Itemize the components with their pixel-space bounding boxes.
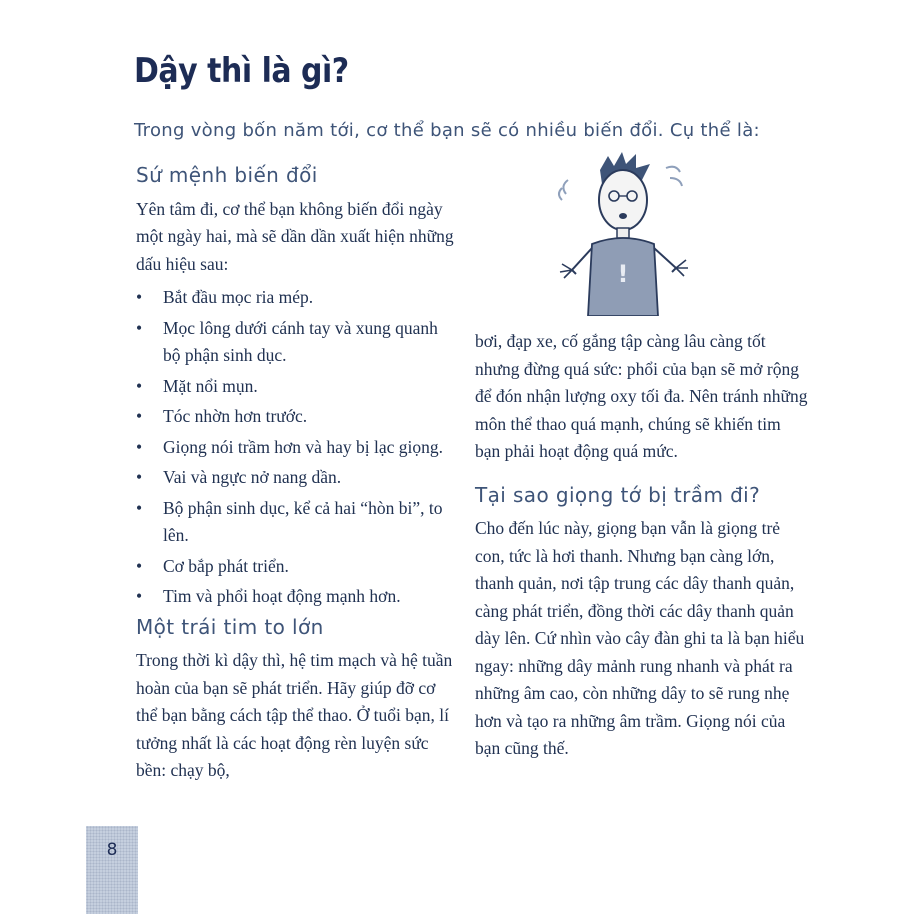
intro-text: Trong vòng bốn năm tới, cơ thể bạn sẽ có nhiều biến đổi. Cụ thể là: <box>134 120 760 141</box>
list-item: • Mọc lông dưới cánh tay và xung quanh bộ phận sinh dục. <box>136 315 456 370</box>
left-column <box>136 162 456 791</box>
list-item: • Tóc nhờn hơn trước. <box>136 403 456 431</box>
list-item: • Mặt nổi mụn. <box>136 373 456 401</box>
list-item: • Bộ phận sinh dục, kể cả hai “hòn bi”, to lên. <box>136 495 456 550</box>
section-heading-change: Sứ mệnh biến đổi <box>136 163 318 187</box>
section-heart-text-part2: bơi, đạp xe, cố gắng tập càng lâu càng tốt nhưng đừng quá sức: phổi của bạn sẽ mở rộng để đón nhận lượng oxy tối đa. Nên tránh những môn thể thao quá mạnh, chúng sẽ khiến tim bạn phải hoạt động quá mức. <box>475 331 808 461</box>
list-item: • Tim và phổi hoạt động mạnh hơn. <box>136 583 456 611</box>
right-column <box>475 328 810 763</box>
list-item: • Giọng nói trầm hơn và hay bị lạc giọng. <box>136 434 456 462</box>
list-item: • Bắt đầu mọc ria mép. <box>136 284 456 312</box>
section-heading-heart: Một trái tim to lớn <box>136 614 324 639</box>
page-title: Dậy thì là gì? <box>134 52 349 92</box>
page-number: 8 <box>106 840 118 860</box>
puberty-signs-list <box>136 284 456 611</box>
section-change-text: Yên tâm đi, cơ thể bạn không biến đổi ngày một ngày hai, mà sẽ dần dần xuất hiện những dấu hiệu sau: <box>136 198 454 274</box>
list-item: • Cơ bắp phát triển. <box>136 553 456 581</box>
page-number-box <box>86 826 138 914</box>
section-heart-text-part1: Trong thời kì dậy thì, hệ tim mạch và hệ tuần hoàn của bạn sẽ phát triển. Hãy giúp đỡ cơ thể bạn bằng cách tập thể thao. Ở tuổi bạn, lí tưởng nhất là các hoạt động rèn luyện sức bền: chạy bộ, <box>136 650 453 780</box>
shirt-exclamation: ! <box>617 260 629 288</box>
surprised-teen-illustration-icon <box>548 150 698 316</box>
list-item: • Vai và ngực nở nang dần. <box>136 464 456 492</box>
section-voice-text: Cho đến lúc này, giọng bạn vẫn là giọng trẻ con, tức là hơi thanh. Nhưng bạn càng lớn, thanh quản, nơi tập trung các dây thanh quản, càng phát triển, đồng thời các dây thanh quản dày lên. Cứ nhìn vào cây đàn ghi ta là bạn hiểu ngay: những dây mảnh rung nhanh và phát ra những âm cao, còn những dây to sẽ rung nhẹ hơn và tạo ra những âm trầm. Giọng nói của bạn cũng thế. <box>475 518 805 758</box>
section-heading-voice: Tại sao giọng tớ bị trầm đi? <box>475 482 761 507</box>
